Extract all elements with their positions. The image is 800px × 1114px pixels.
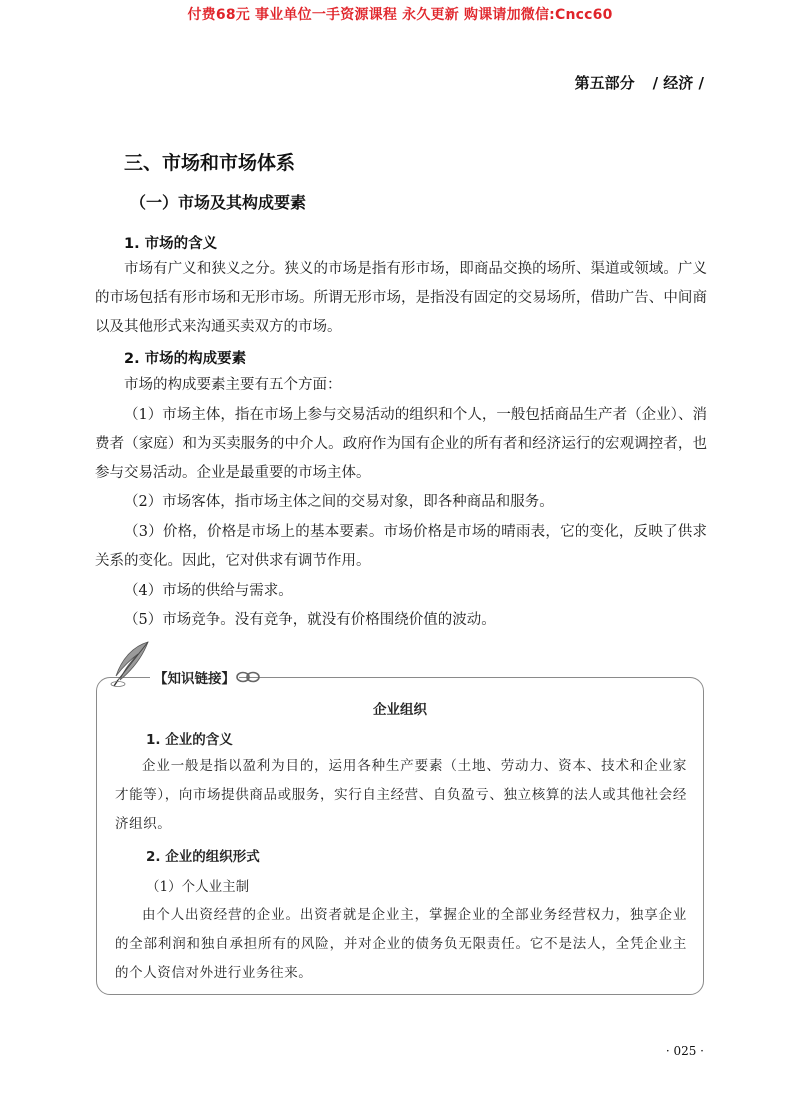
knowledge-box-title: 企业组织 xyxy=(373,702,427,718)
heading-enterprise-meaning: 1. 企业的含义 xyxy=(146,732,233,748)
paragraph-item-4: （4）市场的供给与需求。 xyxy=(124,583,293,599)
paragraph-item-5: （5）市场竞争。没有竞争，就没有价格围绕价值的波动。 xyxy=(124,612,496,628)
paragraph-elements-intro: 市场的构成要素主要有五个方面： xyxy=(124,377,342,393)
chain-link-icon xyxy=(236,670,260,684)
watermark-banner: 付费68元 事业单位一手资源课程 永久更新 购课请加微信:Cncc60 xyxy=(187,7,613,23)
form-1-title: （1）个人业主制 xyxy=(146,879,250,895)
heading-market-elements: 2. 市场的构成要素 xyxy=(124,351,247,367)
paragraph-item-3: （3）价格，价格是市场上的基本要素。市场价格是市场的晴雨表，它的变化，反映了供求关系的变化。因此，它对供求有调节作用。 xyxy=(95,524,707,569)
header-part: 第五部分 xyxy=(574,74,635,92)
running-header xyxy=(575,72,704,93)
section-title: 三、市场和市场体系 xyxy=(124,152,296,174)
subsection-title: （一）市场及其构成要素 xyxy=(130,193,307,212)
heading-market-meaning: 1. 市场的含义 xyxy=(124,236,218,252)
paragraph-item-2: （2）市场客体，指市场主体之间的交易对象，即各种商品和服务。 xyxy=(124,494,554,510)
paragraph-sole-proprietorship: 由个人出资经营的企业。出资者就是企业主，掌握企业的全部业务经营权力，独享企业的全部利润和独自承担所有的风险，并对企业的债务负无限责任。它不是法人，全凭企业主的个人资信对外进行业务往来。 xyxy=(115,907,687,981)
heading-enterprise-forms: 2. 企业的组织形式 xyxy=(146,849,260,865)
paragraph-enterprise-meaning: 企业一般是指以盈利为目的，运用各种生产要素（土地、劳动力、资本、技术和企业家才能等），向市场提供商品或服务，实行自主经营、自负盈亏、独立核算的法人或其他社会经济组织。 xyxy=(115,758,687,832)
quill-icon xyxy=(108,640,152,688)
paragraph-market-meaning: 市场有广义和狭义之分。狭义的市场是指有形市场，即商品交换的场所、渠道或领域。广义的市场包括有形市场和无形市场。所谓无形市场，是指没有固定的交易场所，借助广告、中间商以及其他形式来沟通买卖双方的市场。 xyxy=(95,261,707,335)
knowledge-link-label: 【知识链接】 xyxy=(150,667,239,687)
page-number: · 025 · xyxy=(665,1044,704,1058)
header-section: / 经济 / xyxy=(652,74,704,92)
paragraph-item-1: （1）市场主体，指在市场上参与交易活动的组织和个人，一般包括商品生产者（企业）、消费者（家庭）和为买卖服务的中介人。政府作为国有企业的所有者和经济运行的宏观调控者，也参与交易活动。企业是最重要的市场主体。 xyxy=(95,407,707,481)
